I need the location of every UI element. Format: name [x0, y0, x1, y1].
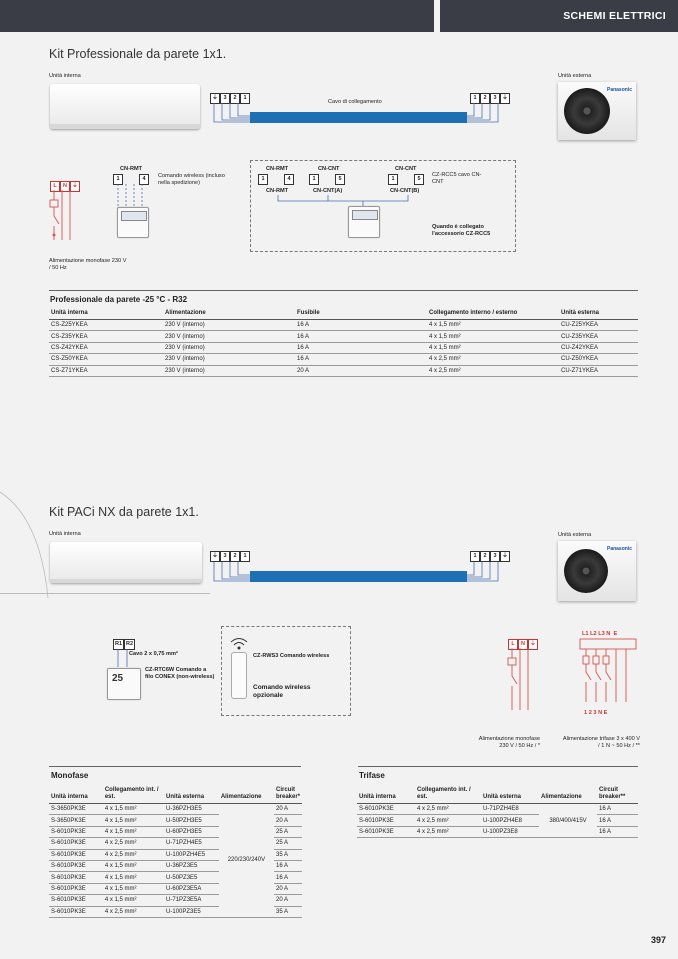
- cell-outdoor: U-100PZ3E5: [164, 906, 219, 917]
- cell-power: 230 V (interno): [163, 342, 295, 353]
- cell-connection: 4 x 1,5 mm²: [103, 826, 164, 837]
- section2-indoor-label: Unità interna: [49, 531, 81, 537]
- table-row: [49, 342, 638, 353]
- cell-outdoor: U-71PZ3E5A: [164, 895, 219, 906]
- mono-header-row: [49, 785, 302, 804]
- cell-outdoor: CU-Z42YKEA: [559, 342, 638, 353]
- cell-indoor: S-6010PK3E: [357, 804, 415, 815]
- three-phase-bottom: 1 2 3 N E: [584, 710, 608, 716]
- cell-connection: 4 x 1,5 mm²: [103, 883, 164, 894]
- wireless-remote-icon: [231, 652, 247, 699]
- table1-header-row: [49, 308, 638, 320]
- decorative-line: [0, 593, 210, 594]
- box-sub-cnt-a: CN-CNT(A): [313, 188, 343, 194]
- cn-rmt-terminals: 1 4: [113, 174, 149, 185]
- rtc6w-label: CZ-RTC6W Comando a filo CONEX (non-wireless): [145, 667, 215, 680]
- cell-breaker: 20 A: [274, 804, 302, 815]
- cell-breaker: 16 A: [274, 860, 302, 871]
- cell-breaker: 20 A: [274, 815, 302, 826]
- cell-outdoor: U-100PZH4E5: [164, 849, 219, 860]
- cell-breaker: 20 A: [274, 883, 302, 894]
- box-cn-cnt-label-2: CN-CNT: [395, 166, 417, 172]
- cell-indoor: S-6010PK3E: [49, 906, 103, 917]
- th-indoor: Unità interna: [49, 308, 163, 320]
- page-number: 397: [650, 935, 666, 945]
- box-terminals-1: 1 4: [258, 174, 294, 185]
- cell-fuse: 16 A: [295, 320, 427, 331]
- table-row: [357, 804, 638, 815]
- outdoor-unit-2: [558, 541, 636, 601]
- header-bar-left: [0, 0, 434, 32]
- table-row: [49, 365, 638, 376]
- cell-breaker: 16 A: [597, 826, 638, 837]
- power-wiring-mono: [503, 648, 543, 718]
- table-row: [49, 354, 638, 365]
- rtc6w-remote: [107, 668, 141, 700]
- rws3-label: CZ-RWS3 Comando wireless: [253, 653, 330, 659]
- optional-label: Comando wireless opzionale: [253, 684, 311, 699]
- cell-connection: 4 x 1,5 mm²: [427, 331, 559, 342]
- th-tri-connection: Collegamento int. / est.: [415, 785, 481, 804]
- cell-connection: 4 x 1,5 mm²: [103, 815, 164, 826]
- th-tri-power: Alimentazione: [539, 785, 597, 804]
- cell-indoor: CS-Z71YKEA: [49, 365, 163, 376]
- th-tri-breaker: Circuit breaker**: [597, 785, 638, 804]
- lnt-terminals-2: L N ⏚: [508, 639, 538, 650]
- th-mono-indoor: Unità interna: [49, 785, 103, 804]
- box-cn-cnt-label-1: CN-CNT: [318, 166, 340, 172]
- terminal-block-left-2: ⏚ 3 2 1: [210, 551, 250, 562]
- cell-connection: 4 x 1,5 mm²: [427, 320, 559, 331]
- cell-power: 230 V (interno): [163, 331, 295, 342]
- cell-connection: 4 x 1,5 mm²: [103, 804, 164, 815]
- terminal-block-right-1: 1 2 3 ⏚: [470, 93, 510, 104]
- table1-title: Professionale da parete -25 °C - R32: [50, 295, 188, 304]
- lnt-terminals-1: L N ⏚: [50, 181, 80, 192]
- th-fuse: Fusibile: [295, 308, 427, 320]
- section2-title: Kit PACi NX da parete 1x1.: [49, 505, 199, 519]
- cell-breaker: 20 A: [274, 895, 302, 906]
- cell-outdoor: U-71PZH4E5: [164, 838, 219, 849]
- section1-indoor-label: Unità interna: [49, 73, 81, 79]
- cable-note-2: Cavo 2 x 0,75 mm²: [129, 651, 178, 657]
- cell-breaker: 25 A: [274, 838, 302, 849]
- mono-top-rule: [49, 766, 301, 767]
- th-connection: Collegamento interno / esterno: [427, 308, 559, 320]
- cell-indoor: S-6010PK3E: [49, 860, 103, 871]
- terminal-block-left-1: ⏚ 3 2 1: [210, 93, 250, 104]
- header-bar-right: [440, 0, 678, 32]
- power-wiring-tri: [578, 638, 638, 710]
- cell-connection: 4 x 2,5 mm²: [103, 906, 164, 917]
- cell-connection: 4 x 1,5 mm²: [103, 895, 164, 906]
- box-terminals-2: 1 5: [309, 174, 345, 185]
- cell-outdoor: CU-Z35YKEA: [559, 331, 638, 342]
- cell-indoor: S-6010PK3E: [357, 815, 415, 826]
- cell-indoor: S-3650PK3E: [49, 804, 103, 815]
- cell-indoor: S-6010PK3E: [49, 826, 103, 837]
- cell-connection: 4 x 2,5 mm²: [415, 804, 481, 815]
- cell-indoor: CS-Z25YKEA: [49, 320, 163, 331]
- cell-fuse: 16 A: [295, 342, 427, 353]
- r1r2-terminals: R1 R2: [113, 639, 135, 650]
- th-mono-connection: Collegamento int. / est.: [103, 785, 164, 804]
- cell-power: 230 V (interno): [163, 354, 295, 365]
- cell-connection: 4 x 2,5 mm²: [103, 838, 164, 849]
- section1-outdoor-label: Unità esterna: [558, 73, 592, 79]
- cell-indoor: CS-Z35YKEA: [49, 331, 163, 342]
- cell-connection: 4 x 1,5 mm²: [103, 860, 164, 871]
- th-tri-outdoor: Unità esterna: [481, 785, 539, 804]
- cell-fuse: 16 A: [295, 354, 427, 365]
- cell-outdoor: U-36PZ3E5: [164, 860, 219, 871]
- cell-power: 230 V (interno): [163, 365, 295, 376]
- cable-label: Cavo di collegamento: [328, 99, 382, 105]
- wired-remote-box: [348, 206, 380, 238]
- cell-connection: 4 x 1,5 mm²: [427, 342, 559, 353]
- table-mono: [49, 785, 302, 918]
- cell-fuse: 20 A: [295, 365, 427, 376]
- fan-grille-icon: [564, 88, 610, 134]
- cell-indoor: S-6010PK3E: [49, 895, 103, 906]
- box-terminals-3: 1 5: [388, 174, 424, 185]
- power-tri-label: Alimentazione trifase 3 x 400 V / 1 N ~ 50 Hz / **: [562, 736, 640, 749]
- box-note: Quando è collegato l'accessorio CZ-RCC5: [432, 224, 491, 237]
- cell-indoor: S-6010PK3E: [49, 883, 103, 894]
- cell-connection: 4 x 2,5 mm²: [427, 365, 559, 376]
- brand-logo: Panasonic: [606, 546, 632, 552]
- wiring-lines-2: [205, 559, 515, 589]
- power-mono-label: Alimentazione monofase 230 V / 50 Hz / *: [478, 736, 540, 749]
- cell-indoor: CS-Z42YKEA: [49, 342, 163, 353]
- table-row: [49, 804, 302, 815]
- three-phase-top: L1 L2 L3 N E: [582, 631, 618, 637]
- th-power: Alimentazione: [163, 308, 295, 320]
- cell-power: 220/230/240V: [219, 804, 274, 918]
- cn-rmt-wires: [113, 184, 153, 208]
- cn-rmt-label: CN-RMT: [120, 166, 143, 172]
- wifi-icon: [229, 636, 249, 650]
- box-sub-cnt-b: CN-CNT(B): [390, 188, 420, 194]
- tri-top-rule: [358, 766, 638, 767]
- wireless-note: Comando wireless (incluso nella spedizione): [158, 173, 225, 186]
- table1-top-rule: [49, 290, 638, 291]
- cell-breaker: 35 A: [274, 849, 302, 860]
- cell-connection: 4 x 2,5 mm²: [103, 849, 164, 860]
- power-label-1: Alimentazione monofase 230 V / 50 Hz: [49, 258, 127, 271]
- table-row: [49, 331, 638, 342]
- cell-fuse: 16 A: [295, 331, 427, 342]
- th-mono-outdoor: Unità esterna: [164, 785, 219, 804]
- cell-indoor: S-6010PK3E: [357, 826, 415, 837]
- cell-breaker: 16 A: [597, 804, 638, 815]
- cell-outdoor: CU-Z71YKEA: [559, 365, 638, 376]
- section1-title: Kit Professionale da parete 1x1.: [49, 47, 227, 61]
- tri-title: Trifase: [359, 771, 385, 780]
- th-mono-power: Alimentazione: [219, 785, 274, 804]
- cell-outdoor: U-60PZH3E5: [164, 826, 219, 837]
- table1: [49, 308, 638, 377]
- box-cn-rmt-label: CN-RMT: [266, 166, 289, 172]
- remote-display: 25: [112, 673, 124, 684]
- cell-outdoor: U-36PZH3E5: [164, 804, 219, 815]
- cell-outdoor: U-71PZH4E8: [481, 804, 539, 815]
- cell-indoor: S-6010PK3E: [49, 838, 103, 849]
- table-row: [49, 320, 638, 331]
- cell-power: 380/400/415V: [539, 804, 597, 838]
- tri-header-row: [357, 785, 638, 804]
- cell-outdoor: CU-Z50YKEA: [559, 354, 638, 365]
- box-wiring: [258, 195, 428, 211]
- cell-connection: 4 x 2,5 mm²: [415, 826, 481, 837]
- indoor-unit-2: [50, 542, 202, 583]
- brand-logo: Panasonic: [606, 87, 632, 93]
- wired-remote-1: [117, 207, 149, 238]
- terminal-block-right-2: 1 2 3 ⏚: [470, 551, 510, 562]
- th-tri-indoor: Unità interna: [357, 785, 415, 804]
- cell-outdoor: CU-Z25YKEA: [559, 320, 638, 331]
- fan-grille-icon: [564, 549, 608, 593]
- wiring-lines-1: [205, 100, 515, 130]
- box-rcc5-label: CZ-RCC5 cavo CN-CNT: [432, 172, 482, 185]
- cell-outdoor: U-100PZ3E8: [481, 826, 539, 837]
- cell-breaker: 25 A: [274, 826, 302, 837]
- table-tri: [357, 785, 638, 838]
- cell-outdoor: U-50PZH3E5: [164, 815, 219, 826]
- section2-outdoor-label: Unità esterna: [558, 532, 592, 538]
- outdoor-unit-1: [558, 82, 636, 140]
- cell-power: 230 V (interno): [163, 320, 295, 331]
- cell-breaker: 35 A: [274, 906, 302, 917]
- cell-indoor: S-6010PK3E: [49, 849, 103, 860]
- mono-title: Monofase: [51, 771, 89, 780]
- cell-outdoor: U-60PZ3E5A: [164, 883, 219, 894]
- header-title: SCHEMI ELETTRICI: [563, 10, 666, 22]
- cell-breaker: 16 A: [274, 872, 302, 883]
- th-outdoor: Unità esterna: [559, 308, 638, 320]
- cell-indoor: S-6010PK3E: [49, 872, 103, 883]
- power-wiring-1: [45, 190, 85, 250]
- cell-connection: 4 x 2,5 mm²: [427, 354, 559, 365]
- box-sub-rmt: CN-RMT: [266, 188, 289, 194]
- cell-outdoor: U-50PZ3E5: [164, 872, 219, 883]
- indoor-unit-1: [50, 84, 200, 129]
- th-mono-breaker: Circuit breaker*: [274, 785, 302, 804]
- cell-indoor: CS-Z50YKEA: [49, 354, 163, 365]
- cell-connection: 4 x 2,5 mm²: [415, 815, 481, 826]
- cell-outdoor: U-100PZH4E8: [481, 815, 539, 826]
- cell-connection: 4 x 1,5 mm²: [103, 872, 164, 883]
- cell-indoor: S-3650PK3E: [49, 815, 103, 826]
- cell-breaker: 16 A: [597, 815, 638, 826]
